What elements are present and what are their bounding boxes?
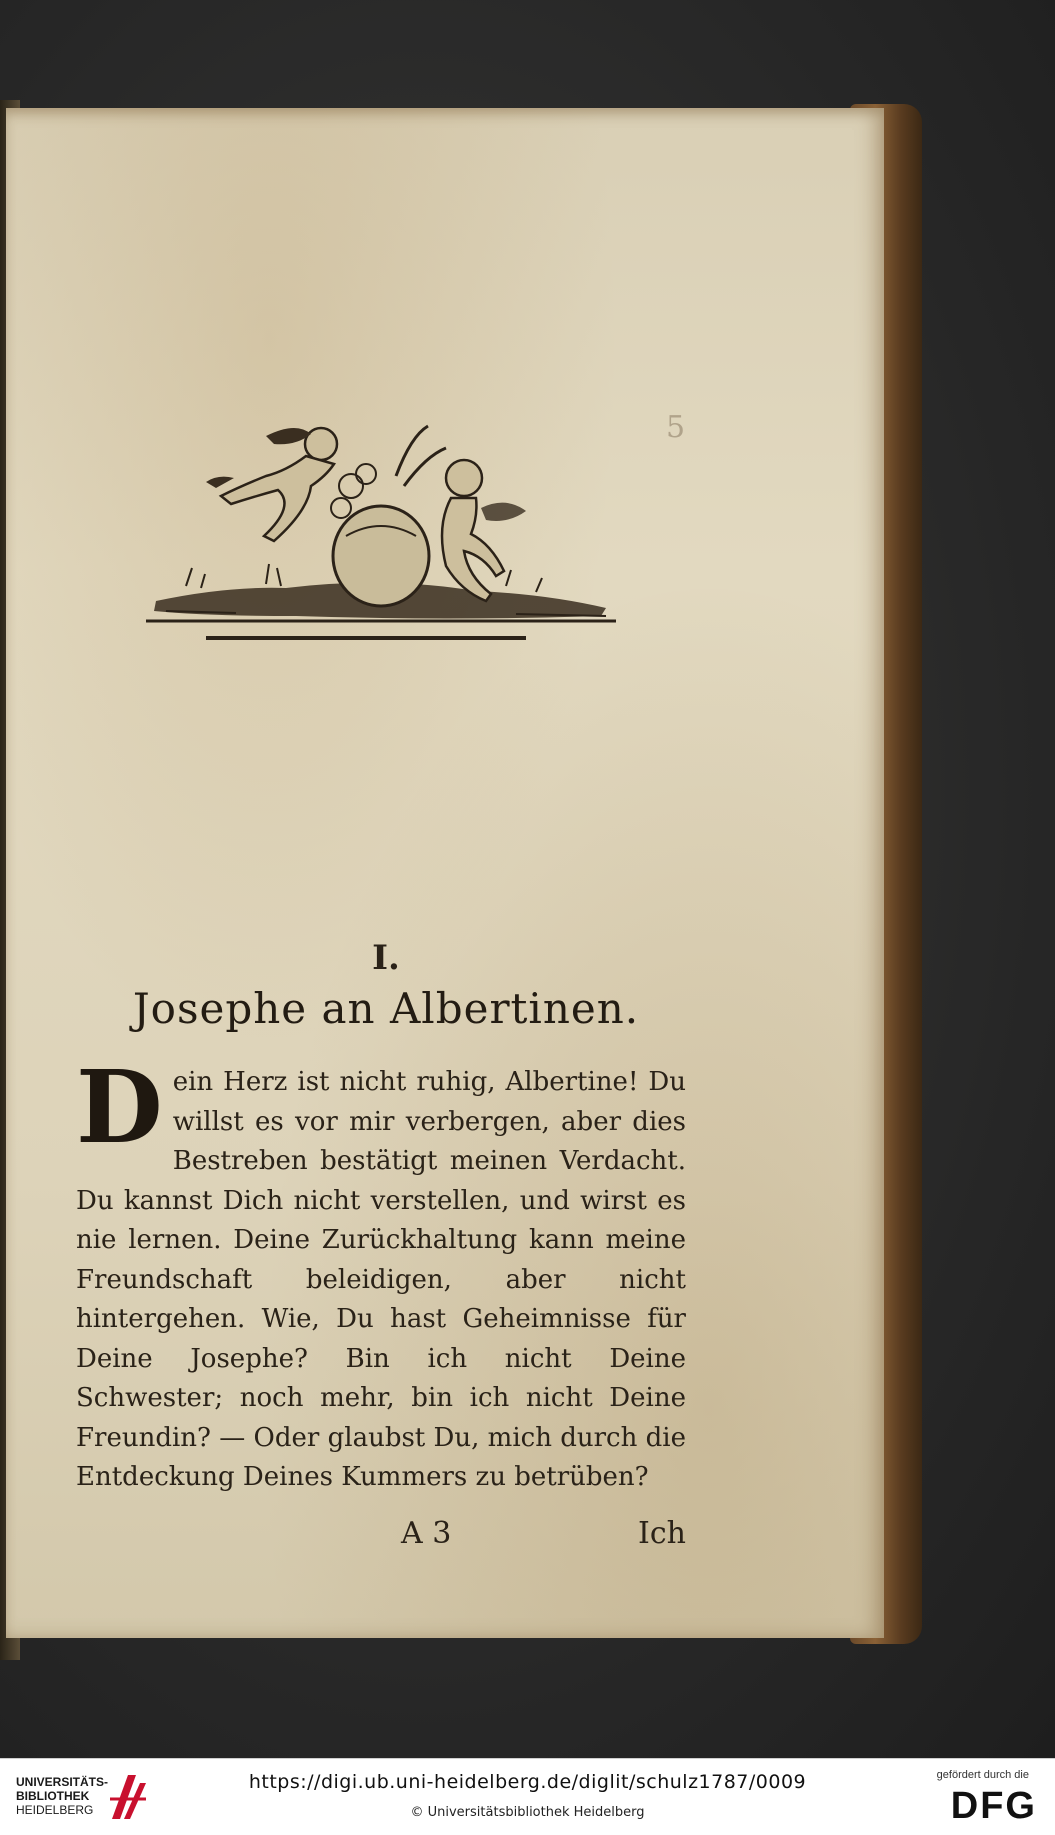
- letter-heading: Josephe an Albertinen.: [132, 984, 640, 1033]
- dfg-logo: DFG: [950, 1785, 1037, 1827]
- drop-cap: D: [76, 1048, 163, 1166]
- library-line-1: UNIVERSITÄTS-: [16, 1775, 109, 1789]
- funding-label: gefördert durch die: [936, 1769, 1029, 1781]
- letter-body-text: ein Herz ist nicht ruhig, Albertine! Du willst es vor mir verbergen, aber dies Bestreben bestätigt meinen Verdacht. Du kannst Dich nicht verstellen, und wirst es nie lernen. Deine Zurückhaltung kann meine Freundschaft beleidigen, aber nicht hintergehen. Wie, Du hast Geheimnisse für Deine Josephe? Bin ich nicht Deine Schwester; noch mehr, bin ich nicht Deine Freundin? — Oder glaubst Du, mich durch die Entdeckung Deines Kummers zu betrüben?: [76, 1067, 686, 1492]
- library-line-3: HEIDELBERG: [16, 1803, 94, 1817]
- bleed-through-page-number: 5: [666, 410, 686, 445]
- section-number: I.: [372, 938, 400, 978]
- letter-body: [76, 1048, 686, 1498]
- book-page: [6, 108, 884, 1638]
- catchword: Ich: [638, 1516, 686, 1551]
- signature-mark: A 3: [401, 1516, 452, 1551]
- viewer-footer: [0, 1758, 1055, 1835]
- cherub-vignette-illustration: [146, 416, 616, 706]
- permalink-url[interactable]: https://digi.ub.uni-heidelberg.de/diglit/schulz1787/0009: [248, 1771, 807, 1793]
- copyright-notice: © Universitätsbibliothek Heidelberg: [410, 1805, 645, 1820]
- library-line-2: BIBLIOTHEK: [16, 1789, 90, 1803]
